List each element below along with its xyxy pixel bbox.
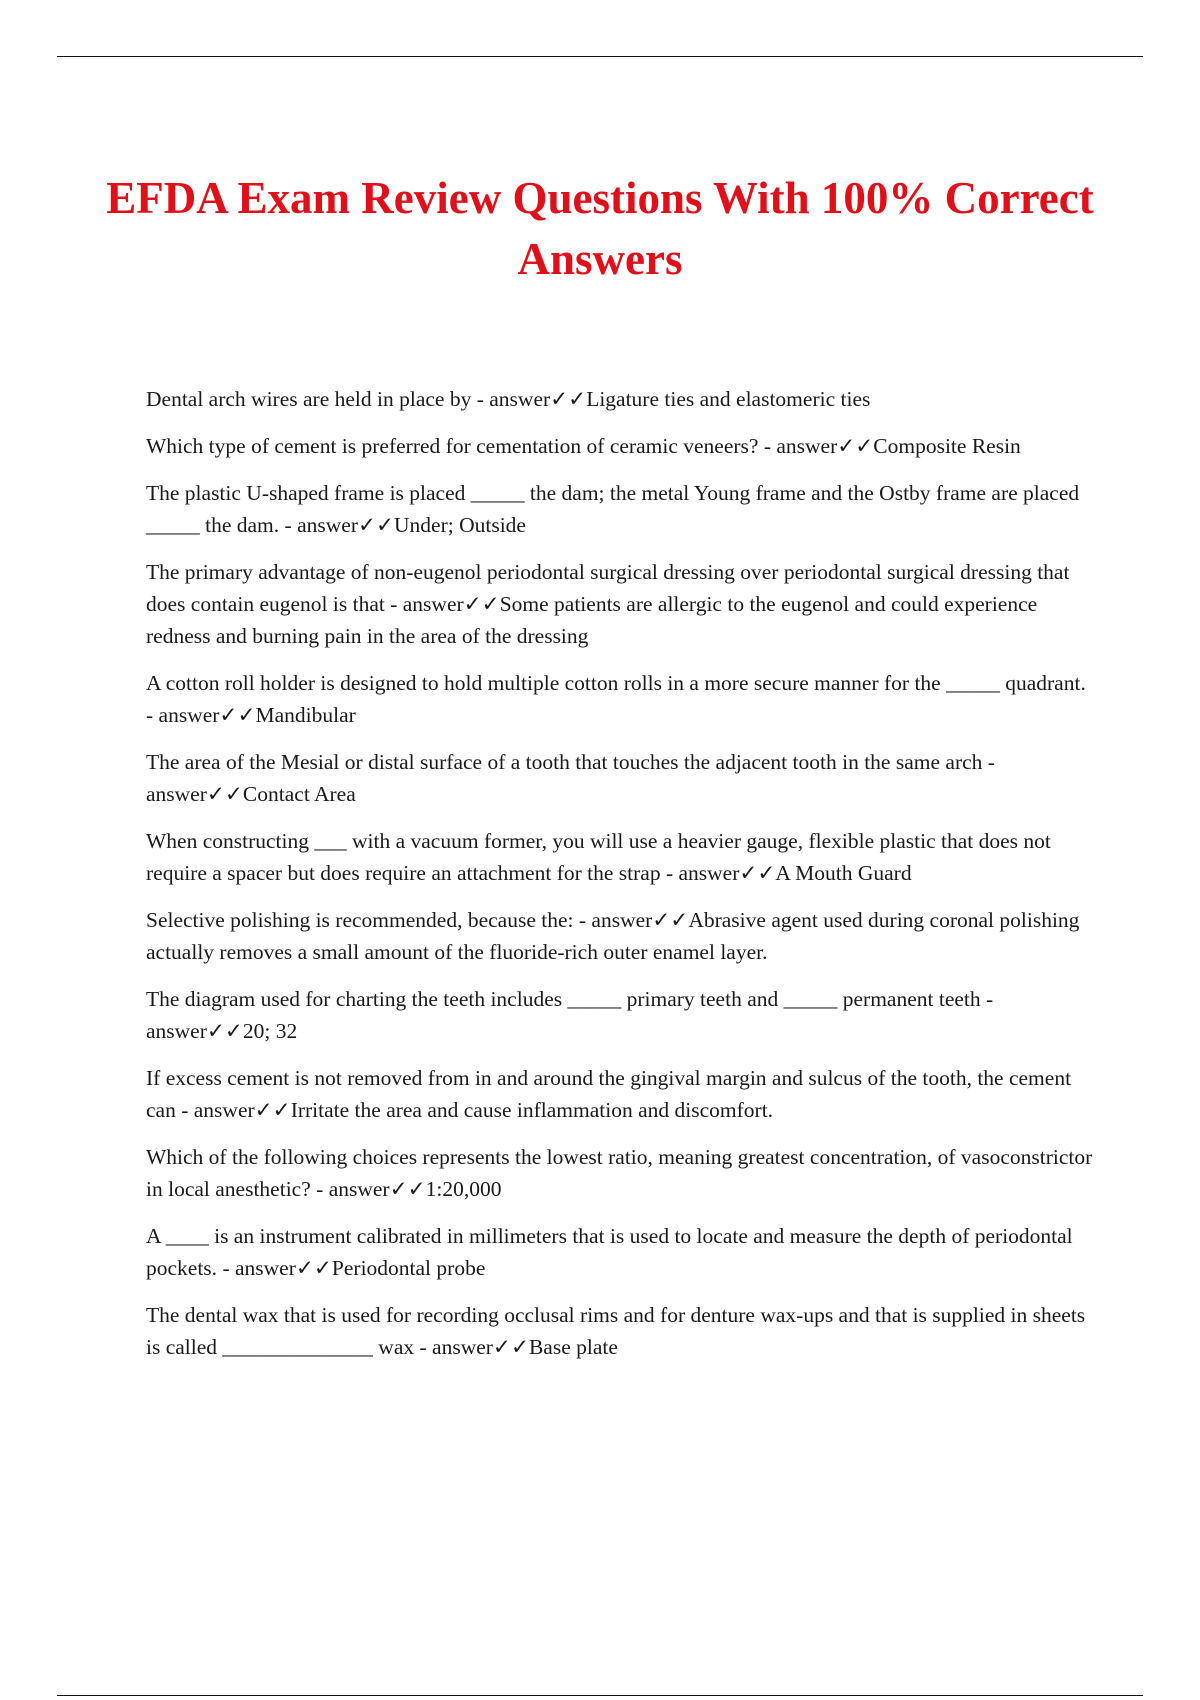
answer-text: Composite Resin xyxy=(873,434,1021,458)
qa-item: The area of the Mesial or distal surface of a tooth that touches the adjacent tooth in the same arch - answer✓✓Contact Area xyxy=(146,750,995,806)
qa-item: A cotton roll holder is designed to hold multiple cotton rolls in a more secure manner for the _____ quadrant. - answer✓✓Mandibular xyxy=(146,671,1086,727)
question-text: A ____ is an instrument calibrated in millimeters that is used to locate and measure the depth of periodontal pockets. xyxy=(146,1224,1073,1280)
qa-item: Which type of cement is preferred for cementation of ceramic veneers? - answer✓✓Composite Resin xyxy=(146,434,1021,458)
qa-list xyxy=(146,383,1096,1363)
answer-marker: answer✓✓ xyxy=(146,1019,243,1043)
answer-marker: answer✓✓ xyxy=(489,387,587,411)
qa-item: If excess cement is not removed from in and around the gingival margin and sulcus of the tooth, the cement can - answer✓✓Irritate the area and cause inflammation and discomfort. xyxy=(146,1066,1072,1122)
answer-text: Periodontal probe xyxy=(331,1256,486,1280)
question-text: A cotton roll holder is designed to hold multiple cotton rolls in a more secure manner for the _____ quadrant. xyxy=(146,671,1086,695)
question-text: Which type of cement is preferred for cementation of ceramic veneers? xyxy=(146,434,759,458)
answer-marker: answer✓✓ xyxy=(234,1256,332,1280)
qa-item: A ____ is an instrument calibrated in millimeters that is used to locate and measure the depth of periodontal pockets. - answer✓✓Periodontal probe xyxy=(146,1224,1073,1280)
answer-text: A Mouth Guard xyxy=(775,861,912,885)
answer-text: Under; Outside xyxy=(394,513,526,537)
answer-marker: answer✓✓ xyxy=(297,513,395,537)
qa-item: Dental arch wires are held in place by - answer✓✓Ligature ties and elastomeric ties xyxy=(146,387,871,411)
qa-item: The dental wax that is used for recording occlusal rims and for denture wax-ups and that is supplied in sheets is called ______________ wax - answer✓✓Base plate xyxy=(146,1303,1086,1359)
qa-item: The plastic U-shaped frame is placed _____ the dam; the metal Young frame and the Ostby frame are placed _____ the dam. - answer✓✓Under; Outside xyxy=(146,481,1080,537)
question-text: When constructing ___ with a vacuum former, you will use a heavier gauge, flexible plastic that does not require a spacer but does require an attachment for the strap xyxy=(146,829,1051,885)
question-text: The primary advantage of non-eugenol periodontal surgical dressing over periodontal surgical dressing that does contain eugenol is that xyxy=(146,560,1070,616)
answer-marker: answer✓✓ xyxy=(432,1335,529,1359)
answer-text: 20; 32 xyxy=(242,1019,298,1043)
question-text: The plastic U-shaped frame is placed _____ the dam; the metal Young frame and the Ostby frame are placed _____ the dam. xyxy=(146,481,1080,537)
answer-text: Abrasive agent used during coronal polishing actually removes a small amount of the fluoride-rich outer enamel layer. xyxy=(146,908,1080,964)
answer-marker: answer✓✓ xyxy=(678,861,776,885)
answer-text: Base plate xyxy=(528,1335,618,1359)
question-text: The diagram used for charting the teeth includes _____ primary teeth and _____ permanent teeth xyxy=(146,987,981,1011)
document-title: EFDA Exam Review Questions With 100% Correct Answers xyxy=(106,173,1094,284)
answer-text: 1:20,000 xyxy=(425,1177,502,1201)
answer-marker: answer✓✓ xyxy=(158,703,256,727)
question-text: The area of the Mesial or distal surface of a tooth that touches the adjacent tooth in the same arch xyxy=(146,750,983,774)
question-text: If excess cement is not removed from in and around the gingival margin and sulcus of the tooth, the cement can xyxy=(146,1066,1072,1122)
qa-item: Which of the following choices represents the lowest ratio, meaning greatest concentration, of vasoconstrictor in local anesthetic? - answer✓✓1:20,000 xyxy=(146,1145,1093,1201)
top-rule xyxy=(57,56,1143,57)
qa-item: Selective polishing is recommended, because the: - answer✓✓Abrasive agent used during coronal polishing actually removes a small amount of the fluoride-rich outer enamel layer. xyxy=(146,908,1080,964)
answer-marker: answer✓✓ xyxy=(776,434,874,458)
answer-text: Some patients are allergic to the eugenol and could experience redness and burning pain in the area of the dressing xyxy=(146,592,1038,648)
bottom-rule xyxy=(57,1695,1143,1696)
qa-item: The diagram used for charting the teeth includes _____ primary teeth and _____ permanent teeth - answer✓✓20; 32 xyxy=(146,987,994,1043)
qa-item: The primary advantage of non-eugenol periodontal surgical dressing over periodontal surgical dressing that does contain eugenol is that - answer✓✓Some patients are allergic to the eugenol and could experience redness and burning pain in the area of the dressing xyxy=(146,560,1070,648)
qa-item: When constructing ___ with a vacuum former, you will use a heavier gauge, flexible plastic that does not require a spacer but does require an attachment for the strap - answer✓✓A Mouth Guard xyxy=(146,829,1051,885)
answer-marker: answer✓✓ xyxy=(591,908,689,932)
question-text: Which of the following choices represents the lowest ratio, meaning greatest concentration, of vasoconstrictor in local anesthetic? xyxy=(146,1145,1093,1201)
answer-marker: answer✓✓ xyxy=(328,1177,426,1201)
answer-text: Contact Area xyxy=(242,782,356,806)
answer-marker: answer✓✓ xyxy=(402,592,500,616)
question-text: Dental arch wires are held in place by xyxy=(146,387,472,411)
answer-marker: answer✓✓ xyxy=(193,1098,291,1122)
answer-text: Ligature ties and elastomeric ties xyxy=(586,387,871,411)
question-text: Selective polishing is recommended, because the: xyxy=(146,908,574,932)
answer-text: Irritate the area and cause inflammation and discomfort. xyxy=(290,1098,774,1122)
answer-text: Mandibular xyxy=(255,703,356,727)
answer-marker: answer✓✓ xyxy=(146,782,243,806)
question-text: The dental wax that is used for recording occlusal rims and for denture wax-ups and that is supplied in sheets is called ______________ wax xyxy=(146,1303,1086,1359)
